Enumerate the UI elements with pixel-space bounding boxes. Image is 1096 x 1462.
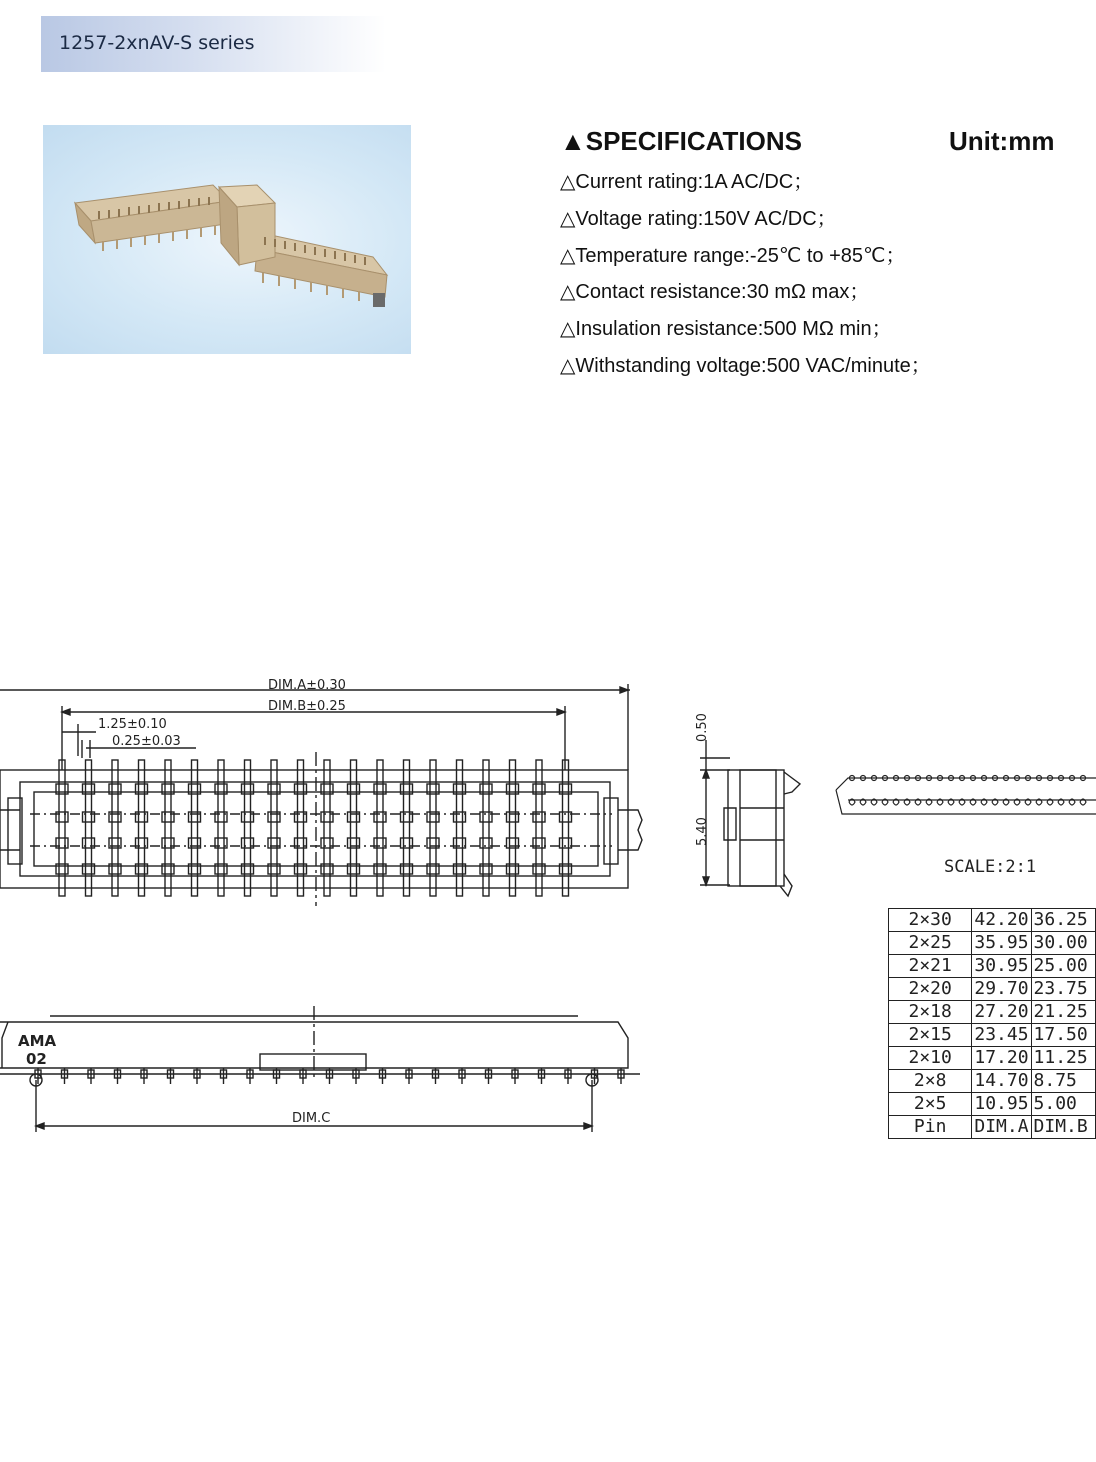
- pitch-label: 1.25±0.10: [98, 717, 167, 732]
- spec-voltage-rating: △Voltage rating:150V AC/DC；: [560, 207, 837, 230]
- height-top-label: 0.50: [695, 713, 710, 742]
- table-cell: 2×10: [889, 1047, 972, 1070]
- table-row: [889, 1093, 1096, 1116]
- table-cell: DIM.A: [972, 1116, 1031, 1139]
- table-row: [889, 1001, 1096, 1024]
- table-cell: 2×5: [889, 1093, 972, 1116]
- table-cell: 2×18: [889, 1001, 972, 1024]
- product-photo: [43, 125, 411, 354]
- dim-c-label: DIM.C: [292, 1111, 331, 1126]
- scale-label: SCALE:2:1: [944, 857, 1037, 877]
- table-cell: 2×21: [889, 955, 972, 978]
- connector-illustration: [43, 125, 411, 354]
- table-cell: 42.20: [972, 909, 1031, 932]
- table-row: [889, 1116, 1096, 1139]
- height-body-label: 5.40: [695, 817, 710, 846]
- spec-withstanding-voltage: △Withstanding voltage:500 VAC/minute；: [560, 354, 931, 377]
- table-cell: 35.95: [972, 932, 1031, 955]
- table-cell: 30.00: [1031, 932, 1095, 955]
- spec-contact-resistance: △Contact resistance:30 mΩ max；: [560, 281, 870, 304]
- pin-width-label: 0.25±0.03: [112, 734, 181, 749]
- spec-current-rating: △Current rating:1A AC/DC；: [560, 171, 814, 193]
- table-cell: 23.45: [972, 1024, 1031, 1047]
- table-cell: 29.70: [972, 978, 1031, 1001]
- dim-a-label: DIM.A±0.30: [268, 678, 346, 693]
- table-cell: 2×30: [889, 909, 972, 932]
- spec-temperature-range: △Temperature range:-25℃ to +85℃；: [560, 244, 906, 267]
- table-cell: 30.95: [972, 955, 1031, 978]
- table-row: [889, 1070, 1096, 1093]
- series-tab: [41, 16, 386, 72]
- table-cell: 2×15: [889, 1024, 972, 1047]
- table-cell: 10.95: [972, 1093, 1031, 1116]
- table-cell: 11.25: [1031, 1047, 1095, 1070]
- table-row: [889, 978, 1096, 1001]
- table-cell: 27.20: [972, 1001, 1031, 1024]
- table-cell: 23.75: [1031, 978, 1095, 1001]
- table-cell: 25.00: [1031, 955, 1095, 978]
- marking-1: AMA: [18, 1032, 57, 1050]
- table-row: [889, 1047, 1096, 1070]
- table-row: [889, 1024, 1096, 1047]
- specifications-heading: ▲SPECIFICATIONS: [560, 126, 802, 156]
- marking-2: 02: [26, 1050, 47, 1068]
- dimension-table: [888, 908, 1096, 1139]
- table-cell: 5.00: [1031, 1093, 1095, 1116]
- table-cell: DIM.B: [1031, 1116, 1095, 1139]
- series-label: 1257-2xnAV-S series: [59, 32, 255, 54]
- table-cell: 8.75: [1031, 1070, 1095, 1093]
- table-cell: 2×20: [889, 978, 972, 1001]
- table-cell: 21.25: [1031, 1001, 1095, 1024]
- table-cell: 2×8: [889, 1070, 972, 1093]
- specifications-heading-row: [560, 126, 1080, 164]
- table-cell: 17.50: [1031, 1024, 1095, 1047]
- table-cell: Pin: [889, 1116, 972, 1139]
- specifications: [560, 126, 1080, 385]
- table-cell: 2×25: [889, 932, 972, 955]
- dim-b-label: DIM.B±0.25: [268, 699, 346, 714]
- table-row: [889, 932, 1096, 955]
- unit-label: Unit:mm: [949, 126, 1055, 156]
- table-cell: 36.25: [1031, 909, 1095, 932]
- table-row: [889, 909, 1096, 932]
- spec-insulation-resistance: △Insulation resistance:500 MΩ min；: [560, 318, 892, 341]
- table-row: [889, 955, 1096, 978]
- table-cell: 14.70: [972, 1070, 1031, 1093]
- table-cell: 17.20: [972, 1047, 1031, 1070]
